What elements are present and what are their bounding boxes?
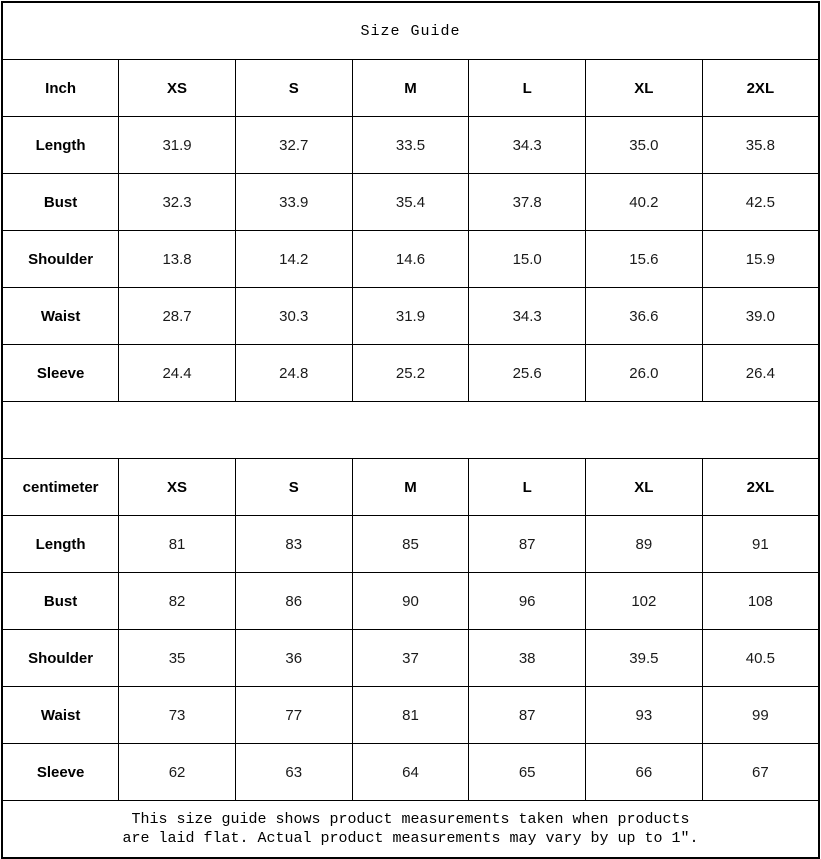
size-guide-page	[0, 1, 821, 847]
value-cell: 87	[469, 687, 586, 744]
value-cell: 33.9	[235, 174, 352, 231]
row-label-bust: Bust	[2, 174, 119, 231]
value-cell: 14.6	[352, 231, 469, 288]
row-label-sleeve: Sleeve	[2, 345, 119, 402]
row-label-sleeve: Sleeve	[2, 744, 119, 801]
value-cell: 63	[235, 744, 352, 801]
size-header-2xl: 2XL	[702, 60, 819, 117]
row-label-waist: Waist	[2, 288, 119, 345]
value-cell: 39.5	[586, 630, 703, 687]
value-cell: 99	[702, 687, 819, 744]
value-cell: 31.9	[352, 288, 469, 345]
value-cell: 96	[469, 573, 586, 630]
inch-sleeve-row	[2, 345, 819, 402]
value-cell: 77	[235, 687, 352, 744]
value-cell: 35.0	[586, 117, 703, 174]
value-cell: 67	[702, 744, 819, 801]
gap-row	[2, 402, 819, 459]
value-cell: 89	[586, 516, 703, 573]
unit-header-inch: Inch	[2, 60, 119, 117]
value-cell: 30.3	[235, 288, 352, 345]
row-label-bust: Bust	[2, 573, 119, 630]
inch-length-row	[2, 117, 819, 174]
size-header-xl: XL	[586, 459, 703, 516]
footer-note	[2, 801, 819, 859]
inch-shoulder-row	[2, 231, 819, 288]
value-cell: 35.8	[702, 117, 819, 174]
size-header-m: M	[352, 459, 469, 516]
value-cell: 35.4	[352, 174, 469, 231]
value-cell: 39.0	[702, 288, 819, 345]
value-cell: 73	[119, 687, 236, 744]
value-cell: 15.6	[586, 231, 703, 288]
value-cell: 85	[352, 516, 469, 573]
size-header-l: L	[469, 60, 586, 117]
value-cell: 91	[702, 516, 819, 573]
unit-header-centimeter: centimeter	[2, 459, 119, 516]
value-cell: 93	[586, 687, 703, 744]
value-cell: 33.5	[352, 117, 469, 174]
value-cell: 15.9	[702, 231, 819, 288]
value-cell: 13.8	[119, 231, 236, 288]
value-cell: 28.7	[119, 288, 236, 345]
value-cell: 40.2	[586, 174, 703, 231]
value-cell: 15.0	[469, 231, 586, 288]
cm-header-row	[2, 459, 819, 516]
row-label-shoulder: Shoulder	[2, 630, 119, 687]
row-label-length: Length	[2, 117, 119, 174]
cm-sleeve-row	[2, 744, 819, 801]
size-header-2xl: 2XL	[702, 459, 819, 516]
footer-note-line1: This size guide shows product measurements taken when products	[131, 811, 690, 828]
value-cell: 25.6	[469, 345, 586, 402]
cm-bust-row	[2, 573, 819, 630]
value-cell: 64	[352, 744, 469, 801]
value-cell: 31.9	[119, 117, 236, 174]
value-cell: 83	[235, 516, 352, 573]
value-cell: 81	[119, 516, 236, 573]
size-guide-table	[1, 1, 820, 859]
value-cell: 62	[119, 744, 236, 801]
size-header-xs: XS	[119, 60, 236, 117]
title-row	[2, 2, 819, 60]
value-cell: 32.3	[119, 174, 236, 231]
inch-header-row	[2, 60, 819, 117]
value-cell: 24.8	[235, 345, 352, 402]
value-cell: 25.2	[352, 345, 469, 402]
footer-row	[2, 801, 819, 859]
value-cell: 34.3	[469, 288, 586, 345]
size-header-l: L	[469, 459, 586, 516]
value-cell: 86	[235, 573, 352, 630]
value-cell: 90	[352, 573, 469, 630]
size-header-xs: XS	[119, 459, 236, 516]
gap-cell	[2, 402, 819, 459]
page-title: Size Guide	[2, 2, 819, 60]
value-cell: 14.2	[235, 231, 352, 288]
value-cell: 36	[235, 630, 352, 687]
size-header-xl: XL	[586, 60, 703, 117]
value-cell: 42.5	[702, 174, 819, 231]
value-cell: 35	[119, 630, 236, 687]
row-label-waist: Waist	[2, 687, 119, 744]
inch-waist-row	[2, 288, 819, 345]
inch-bust-row	[2, 174, 819, 231]
size-header-s: S	[235, 60, 352, 117]
value-cell: 81	[352, 687, 469, 744]
value-cell: 82	[119, 573, 236, 630]
value-cell: 66	[586, 744, 703, 801]
value-cell: 26.0	[586, 345, 703, 402]
value-cell: 36.6	[586, 288, 703, 345]
value-cell: 65	[469, 744, 586, 801]
value-cell: 34.3	[469, 117, 586, 174]
value-cell: 26.4	[702, 345, 819, 402]
cm-waist-row	[2, 687, 819, 744]
row-label-length: Length	[2, 516, 119, 573]
value-cell: 32.7	[235, 117, 352, 174]
value-cell: 87	[469, 516, 586, 573]
footer-note-line2: are laid flat. Actual product measurements may vary by up to 1″.	[122, 830, 699, 847]
size-header-s: S	[235, 459, 352, 516]
cm-shoulder-row	[2, 630, 819, 687]
row-label-shoulder: Shoulder	[2, 231, 119, 288]
value-cell: 40.5	[702, 630, 819, 687]
value-cell: 24.4	[119, 345, 236, 402]
value-cell: 37	[352, 630, 469, 687]
cm-length-row	[2, 516, 819, 573]
value-cell: 108	[702, 573, 819, 630]
size-header-m: M	[352, 60, 469, 117]
value-cell: 102	[586, 573, 703, 630]
value-cell: 37.8	[469, 174, 586, 231]
value-cell: 38	[469, 630, 586, 687]
